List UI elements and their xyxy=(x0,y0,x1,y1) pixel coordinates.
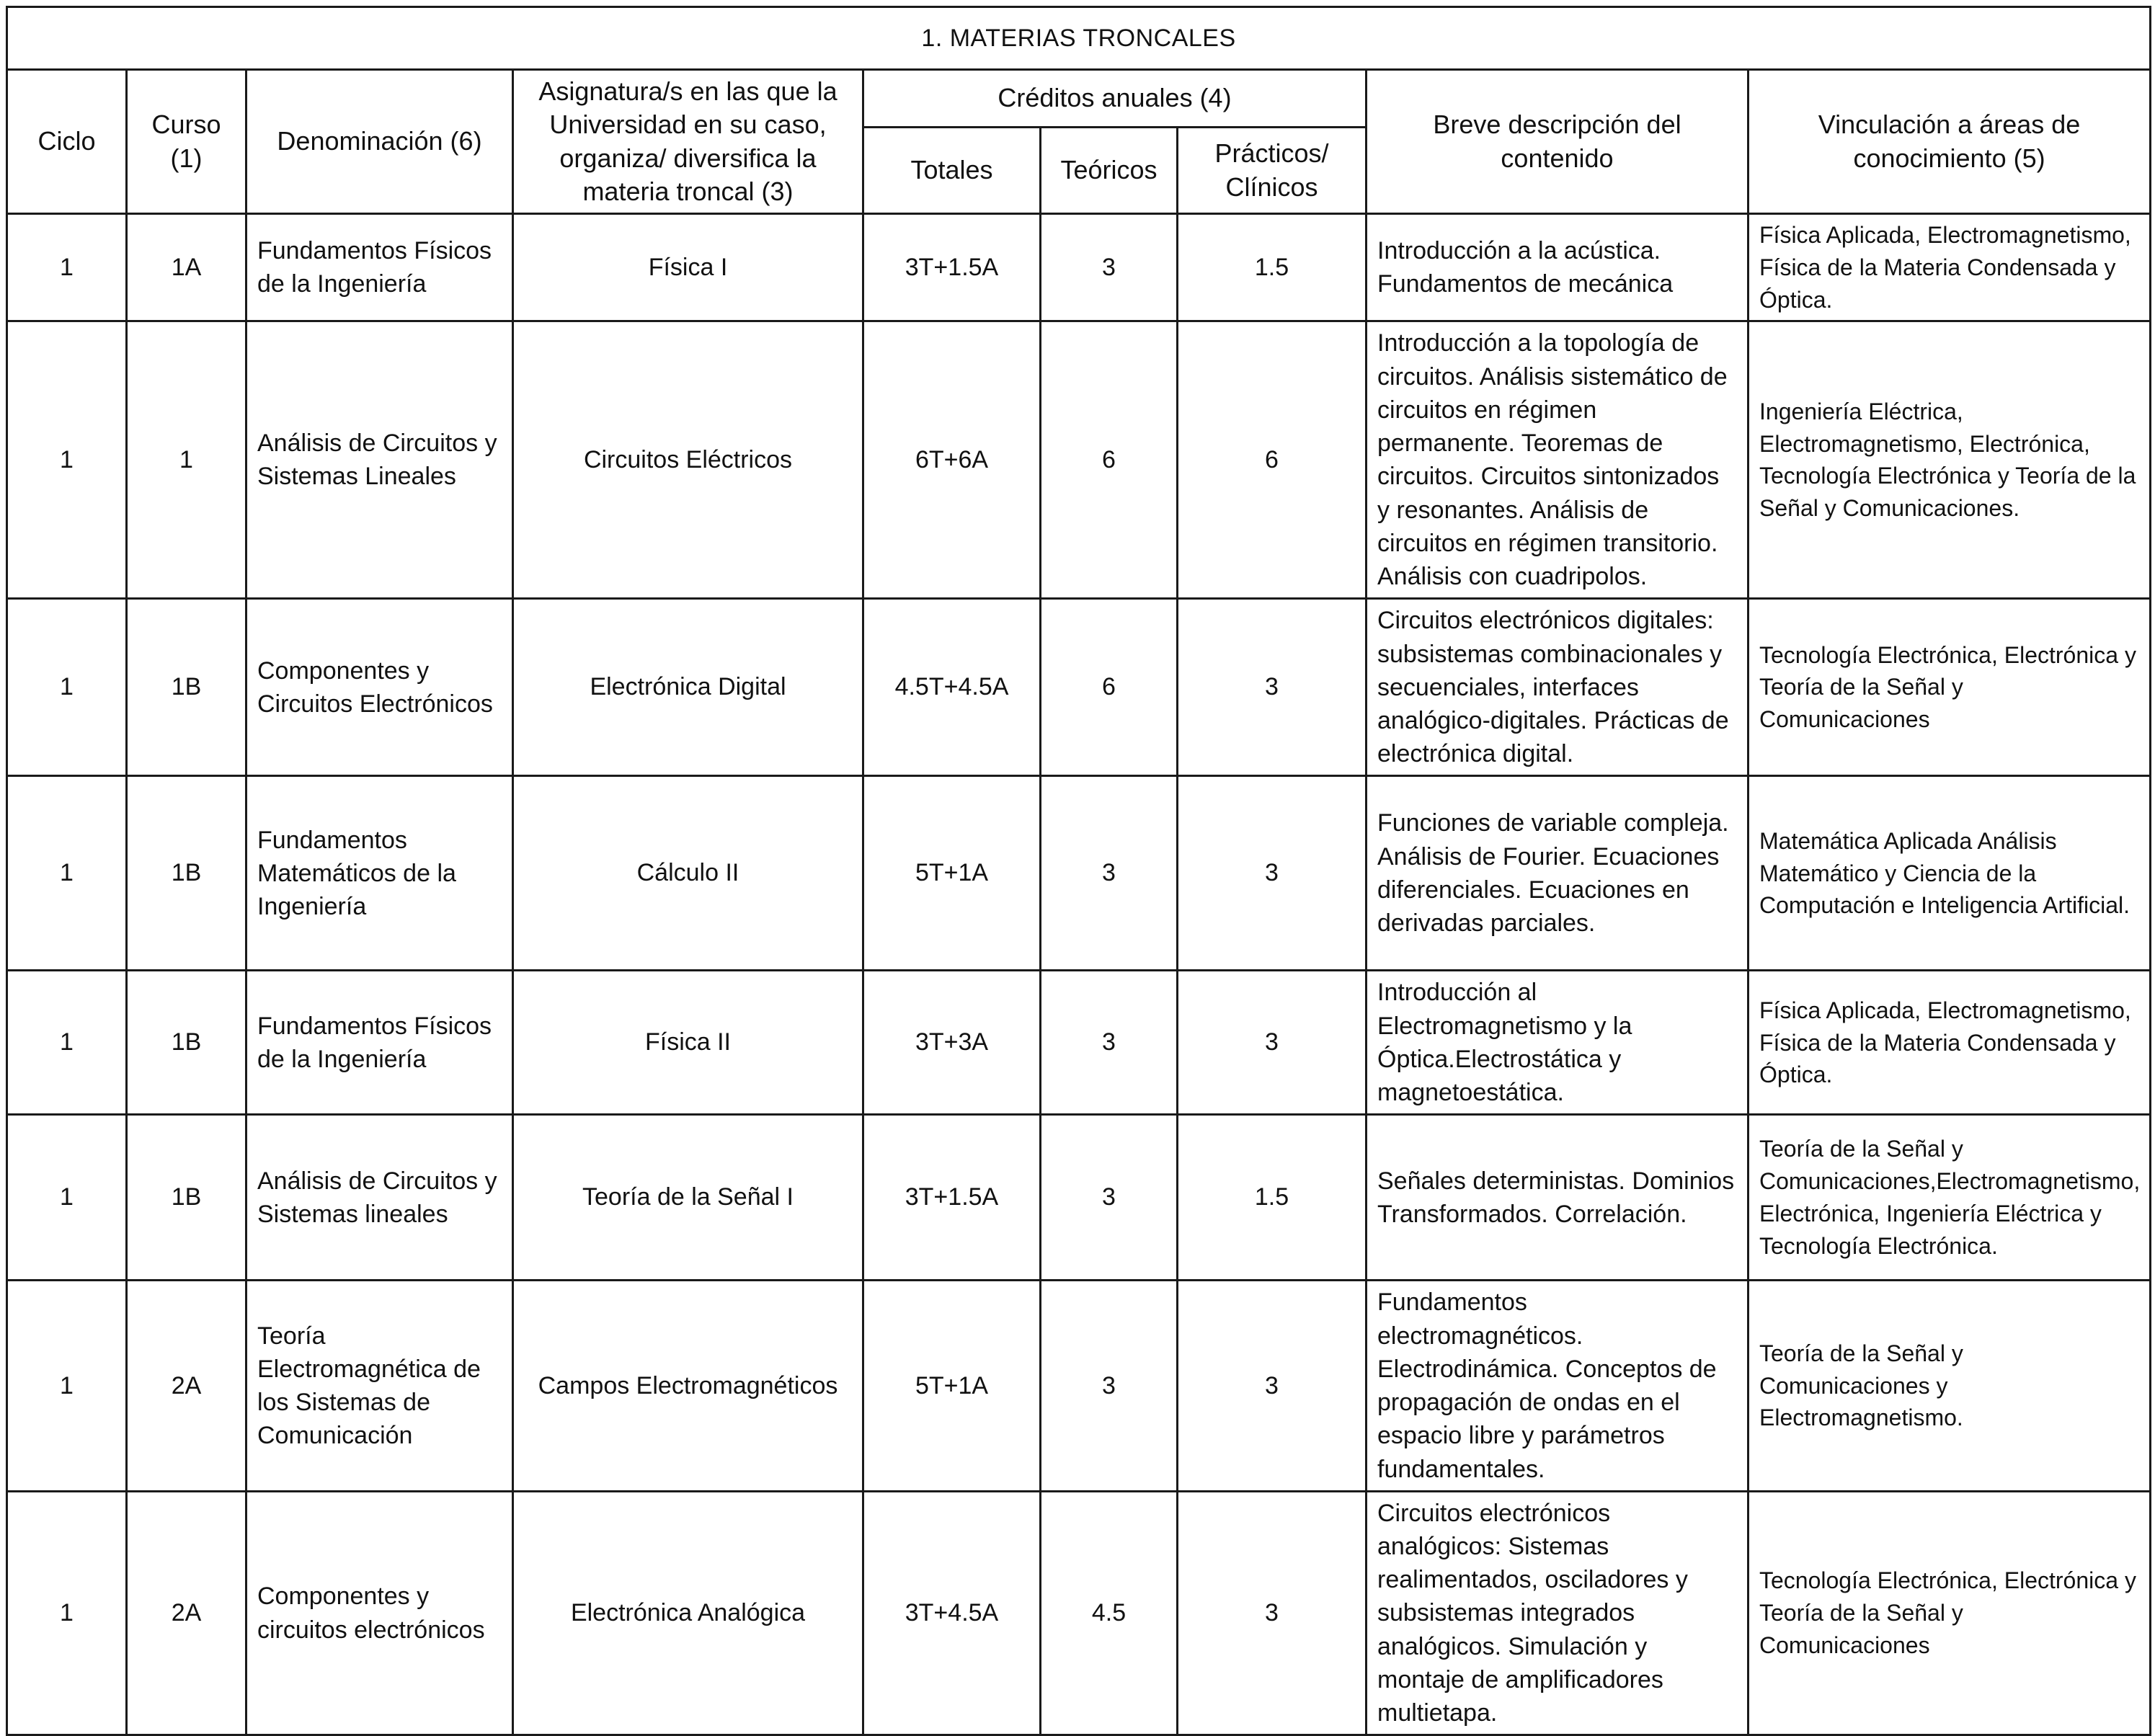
cell-practicos: 3 xyxy=(1178,1491,1367,1735)
cell-asignatura: Circuitos Eléctricos xyxy=(513,321,863,599)
cell-curso: 1 xyxy=(127,321,246,599)
cell-denominacion: Teoría Electromagnética de los Sistemas de Comunicación xyxy=(246,1281,513,1491)
cell-practicos: 6 xyxy=(1178,321,1367,599)
table-row xyxy=(7,321,2151,599)
header-ciclo: Ciclo xyxy=(7,70,127,214)
cell-totales: 5T+1A xyxy=(863,776,1041,971)
cell-vinculacion: Ingeniería Eléctrica, Electromagnetismo, Electrónica, Tecnología Electrónica y Teoría de la Señal y Comunicaciones. xyxy=(1749,321,2151,599)
cell-denominacion: Fundamentos Matemáticos de la Ingeniería xyxy=(246,776,513,971)
materias-troncales-table xyxy=(6,6,2151,1736)
cell-denominacion: Componentes y circuitos electrónicos xyxy=(246,1491,513,1735)
cell-descripcion: Señales deterministas. Dominios Transformados. Correlación. xyxy=(1367,1115,1749,1281)
cell-practicos: 3 xyxy=(1178,776,1367,971)
cell-ciclo: 1 xyxy=(7,1491,127,1735)
cell-curso: 1B xyxy=(127,1115,246,1281)
cell-teoricos: 3 xyxy=(1041,971,1178,1115)
header-curso: Curso (1) xyxy=(127,70,246,214)
cell-denominacion: Análisis de Circuitos y Sistemas Lineales xyxy=(246,321,513,599)
table-row xyxy=(7,1281,2151,1491)
cell-vinculacion: Física Aplicada, Electromagnetismo, Física de la Materia Condensada y Óptica. xyxy=(1749,214,2151,321)
cell-ciclo: 1 xyxy=(7,776,127,971)
cell-descripcion: Fundamentos electromagnéticos. Electrodinámica. Conceptos de propagación de ondas en el espacio libre y parámetros fundamentales. xyxy=(1367,1281,1749,1491)
cell-totales: 3T+1.5A xyxy=(863,214,1041,321)
cell-descripcion: Circuitos electrónicos analógicos: Sistemas realimentados, osciladores y subsistemas integrados analógicos. Simulación y montaje de amplificadores multietapa. xyxy=(1367,1491,1749,1735)
cell-curso: 2A xyxy=(127,1491,246,1735)
cell-totales: 5T+1A xyxy=(863,1281,1041,1491)
header-teoricos: Teóricos xyxy=(1041,128,1178,214)
cell-practicos: 3 xyxy=(1178,599,1367,776)
cell-curso: 1B xyxy=(127,971,246,1115)
table-title: 1. MATERIAS TRONCALES xyxy=(7,7,2151,70)
table-row xyxy=(7,1491,2151,1735)
header-totales: Totales xyxy=(863,128,1041,214)
cell-totales: 4.5T+4.5A xyxy=(863,599,1041,776)
cell-teoricos: 3 xyxy=(1041,214,1178,321)
cell-vinculacion: Tecnología Electrónica, Electrónica y Teoría de la Señal y Comunicaciones xyxy=(1749,1491,2151,1735)
header-descripcion: Breve descripción del contenido xyxy=(1367,70,1749,214)
header-denominacion: Denominación (6) xyxy=(246,70,513,214)
cell-totales: 3T+1.5A xyxy=(863,1115,1041,1281)
cell-vinculacion: Tecnología Electrónica, Electrónica y Teoría de la Señal y Comunicaciones xyxy=(1749,599,2151,776)
cell-asignatura: Electrónica Analógica xyxy=(513,1491,863,1735)
cell-asignatura: Física I xyxy=(513,214,863,321)
cell-denominacion: Fundamentos Físicos de la Ingeniería xyxy=(246,214,513,321)
cell-teoricos: 4.5 xyxy=(1041,1491,1178,1735)
cell-teoricos: 3 xyxy=(1041,776,1178,971)
cell-vinculacion: Teoría de la Señal y Comunicaciones,Electromagnetismo, Electrónica, Ingeniería Eléctrica y Tecnología Electrónica. xyxy=(1749,1115,2151,1281)
header-creditos: Créditos anuales (4) xyxy=(863,70,1367,128)
cell-practicos: 3 xyxy=(1178,1281,1367,1491)
cell-ciclo: 1 xyxy=(7,1115,127,1281)
cell-asignatura: Teoría de la Señal I xyxy=(513,1115,863,1281)
header-asignatura: Asignatura/s en las que la Universidad en su caso, organiza/ diversifica la materia troncal (3) xyxy=(513,70,863,214)
cell-curso: 1B xyxy=(127,599,246,776)
cell-totales: 3T+3A xyxy=(863,971,1041,1115)
header-practicos: Prácticos/ Clínicos xyxy=(1178,128,1367,214)
cell-totales: 6T+6A xyxy=(863,321,1041,599)
cell-teoricos: 6 xyxy=(1041,599,1178,776)
cell-vinculacion: Teoría de la Señal y Comunicaciones y Electromagnetismo. xyxy=(1749,1281,2151,1491)
cell-descripcion: Introducción a la acústica. Fundamentos de mecánica xyxy=(1367,214,1749,321)
table-row xyxy=(7,971,2151,1115)
cell-denominacion: Análisis de Circuitos y Sistemas lineales xyxy=(246,1115,513,1281)
cell-asignatura: Física II xyxy=(513,971,863,1115)
cell-asignatura: Cálculo II xyxy=(513,776,863,971)
cell-vinculacion: Física Aplicada, Electromagnetismo, Física de la Materia Condensada y Óptica. xyxy=(1749,971,2151,1115)
cell-teoricos: 3 xyxy=(1041,1115,1178,1281)
cell-asignatura: Electrónica Digital xyxy=(513,599,863,776)
cell-descripcion: Circuitos electrónicos digitales: subsistemas combinacionales y secuenciales, interfaces analógico-digitales. Prácticas de electrónica digital. xyxy=(1367,599,1749,776)
cell-ciclo: 1 xyxy=(7,321,127,599)
cell-descripcion: Introducción al Electromagnetismo y la Óptica.Electrostática y magnetoestática. xyxy=(1367,971,1749,1115)
cell-curso: 2A xyxy=(127,1281,246,1491)
cell-denominacion: Componentes y Circuitos Electrónicos xyxy=(246,599,513,776)
cell-ciclo: 1 xyxy=(7,599,127,776)
cell-teoricos: 6 xyxy=(1041,321,1178,599)
cell-practicos: 1.5 xyxy=(1178,214,1367,321)
table-row xyxy=(7,214,2151,321)
cell-ciclo: 1 xyxy=(7,971,127,1115)
cell-practicos: 1.5 xyxy=(1178,1115,1367,1281)
cell-ciclo: 1 xyxy=(7,1281,127,1491)
table-row xyxy=(7,599,2151,776)
cell-totales: 3T+4.5A xyxy=(863,1491,1041,1735)
cell-curso: 1B xyxy=(127,776,246,971)
table-row xyxy=(7,776,2151,971)
cell-descripcion: Introducción a la topología de circuitos. Análisis sistemático de circuitos en régimen permanente. Teoremas de circuitos. Circuitos sintonizados y resonantes. Análisis de circuitos en régimen transitorio. Análisis con cuadripolos. xyxy=(1367,321,1749,599)
cell-asignatura: Campos Electromagnéticos xyxy=(513,1281,863,1491)
cell-ciclo: 1 xyxy=(7,214,127,321)
cell-descripcion: Funciones de variable compleja. Análisis de Fourier. Ecuaciones diferenciales. Ecuaciones en derivadas parciales. xyxy=(1367,776,1749,971)
table-row xyxy=(7,1115,2151,1281)
header-vinculacion: Vinculación a áreas de conocimiento (5) xyxy=(1749,70,2151,214)
cell-teoricos: 3 xyxy=(1041,1281,1178,1491)
cell-denominacion: Fundamentos Físicos de la Ingeniería xyxy=(246,971,513,1115)
cell-vinculacion: Matemática Aplicada Análisis Matemático y Ciencia de la Computación e Inteligencia Artificial. xyxy=(1749,776,2151,971)
cell-practicos: 3 xyxy=(1178,971,1367,1115)
cell-curso: 1A xyxy=(127,214,246,321)
